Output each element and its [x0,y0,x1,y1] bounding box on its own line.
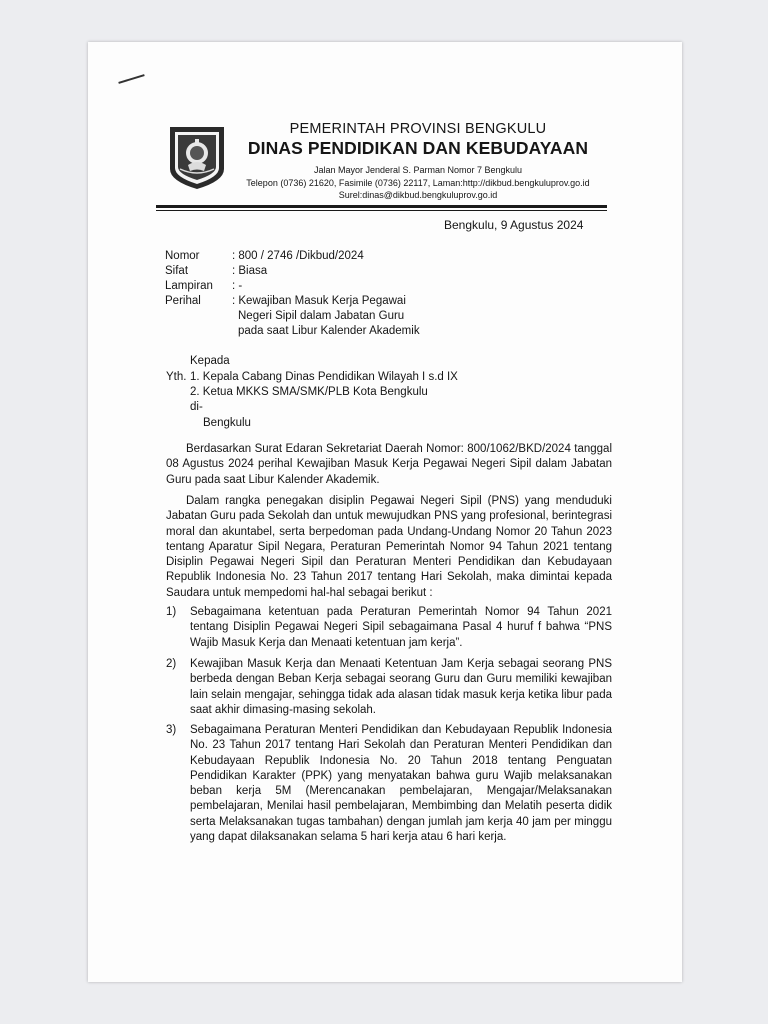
nomor-label: Nomor [165,250,200,262]
letterhead-divider [156,205,607,208]
item-3-text: Sebagaimana Peraturan Menteri Pendidikan dan Kebudayaan Republik Indonesia No. 23 Tahun 2017 tentang Hari Sekolah dan Peraturan Menteri Pendidikan dan Kebudayaan Republik Indonesia No. 20 Tahun 2018 tentang Penguatan Pendidikan Karakter (PPK) yang menyatakan bahwa guru Wajib melaksanakan beban kerja 5M (Merencanakan pembelajaran, Mengajar/Melaksanakan pembelajaran, Menilai hasil pembelajaran, Membimbing dan Melatih peserta didik serta Melaksanakan tugas tambahan) dengan jumlah jam kerja 40 jam per minggu yang dapat dilaksanakan selama 5 hari kerja atau 6 hari kerja. [190,724,612,844]
letterhead-agency: DINAS PENDIDIKAN DAN KEBUDAYAAN [247,138,589,158]
sifat-label: Sifat [165,265,189,277]
item-1-text: Sebagaimana ketentuan pada Peraturan Pemerintah Nomor 94 Tahun 2021 tentang Disiplin Pegawai Negeri Sipil sebagaimana Pasal 4 huruf f bahwa “PNS Wajib Masuk Kerja dan Menaati ketentuan jam kerja”. [190,606,612,649]
item-2-text: Kewajiban Masuk Kerja dan Menaati Ketentuan Jam Kerja sebagai seorang PNS berbeda dengan Beban Kerja sebagai seorang Guru dan Guru memiliki kewajiban lain selain mengajar, sehingga tidak ada alasan tidak masuk kerja ketika libur pada saat akhir dimasing-masing sekolah. [190,658,612,716]
letterhead-email: Surel:dinas@dikbud.bengkuluprov.go.id [338,190,498,200]
lampiran-value: : - [232,280,243,292]
letterhead [232,120,604,202]
recipient-2: 2. Ketua MKKS SMA/SMK/PLB Kota Bengkulu [190,386,428,398]
recipient-1: 1. Kepala Cabang Dinas Pendidikan Wilayah I s.d IX [190,371,458,383]
coat-of-arms-logo [168,125,226,191]
letterhead-address: Jalan Mayor Jenderal S. Parman Nomor 7 Bengkulu [313,165,523,175]
perihal-line-3: pada saat Libur Kalender Akademik [238,325,420,337]
perihal-line-2: Negeri Sipil dalam Jabatan Guru [238,310,405,322]
perihal-line-1: : Kewajiban Masuk Kerja Pegawai [232,295,406,307]
item-1-number: 1) [166,606,177,618]
letter-date: Bengkulu, 9 Agustus 2024 [444,218,584,232]
recipient-city: Bengkulu [203,417,251,429]
body-paragraph-1: Berdasarkan Surat Edaran Sekretariat Daerah Nomor: 800/1062/BKD/2024 tanggal 08 Agustus 2024 perihal Kewajiban Masuk Kerja Pegawai Negeri Sipil dalam Jabatan Guru pada saat Libur Kalender Akademik. [166,443,612,486]
letterhead-government: PEMERINTAH PROVINSI BENGKULU [289,121,547,137]
letterhead-contact: Telepon (0736) 21620, Fasimile (0736) 22117, Laman:http://dikbud.bengkuluprov.go.id [246,177,590,188]
item-3-number: 3) [166,724,177,736]
nomor-value: : 800 / 2746 /Dikbud/2024 [232,250,364,262]
perihal-label: Perihal [165,295,201,307]
body-paragraph-2: Dalam rangka penegakan disiplin Pegawai Negeri Sipil (PNS) yang menduduki Jabatan Guru pada Sekolah dan untuk mewujudkan PNS yang profesional, berintegrasi moral dan akuntabel, serta berpedoman pada Undang-Undang Nomor 20 Tahun 2023 tentang Aparatur Sipil Negara, Peraturan Pemerintah Nomor 94 Tahun 2021 tentang Disiplin Pegawai Negeri Sipil dan Peraturan Menteri Pendidikan dan Kebudayaan Republik Indonesia No. 23 Tahun 2017 tentang Hari Sekolah, maka dimintai kepada Saudara untuk mempedomi hal-hal sebagai berikut : [166,495,612,599]
recipient-di: di- [190,401,203,413]
kepada-label: Kepada [190,355,230,367]
lampiran-label: Lampiran [165,280,213,292]
letterhead-divider-thin [156,210,607,211]
yth-label: Yth. [166,371,187,383]
sifat-value: : Biasa [232,265,268,277]
item-2-number: 2) [166,658,177,670]
